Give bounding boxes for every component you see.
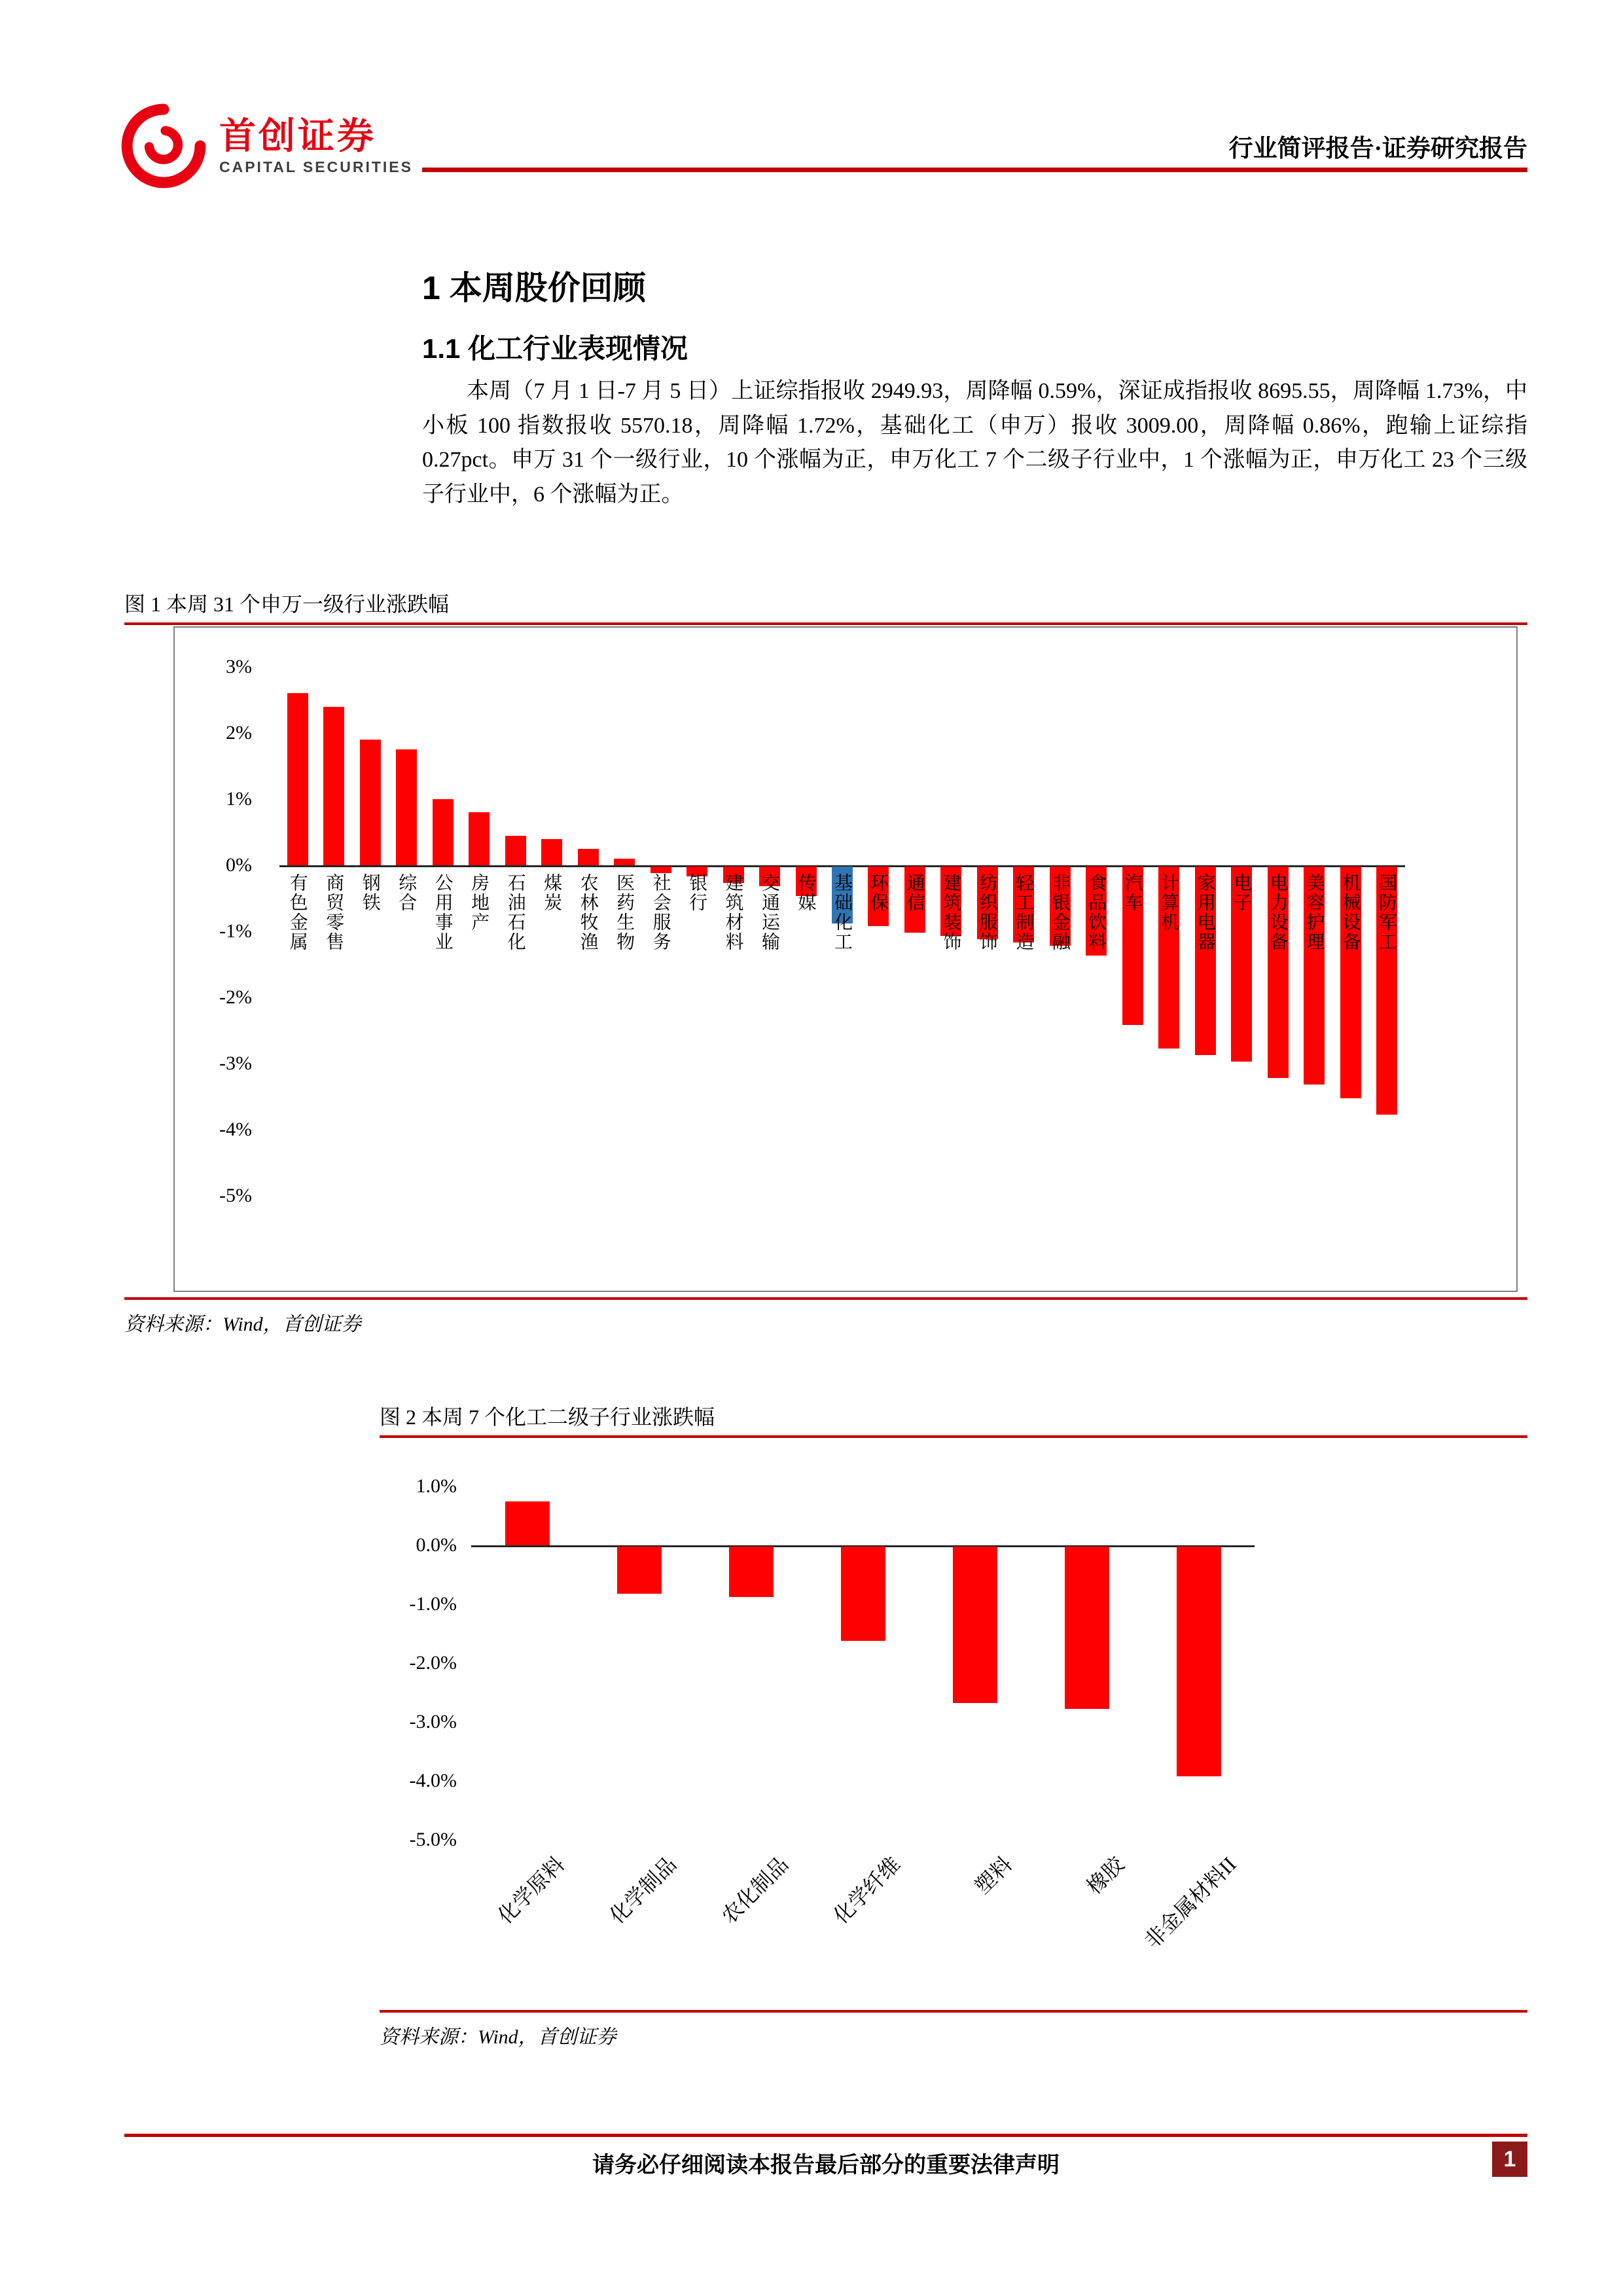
category-label: 非金属材料II xyxy=(1140,1852,1241,1953)
subsection-title: 1.1 化工行业表现情况 xyxy=(422,333,688,364)
logo-company-name-en: CAPITAL SECURITIES xyxy=(219,158,413,176)
bar-房地产 xyxy=(469,812,490,865)
category-label: 非银金融 xyxy=(1049,873,1070,952)
bar-农林牧渔 xyxy=(578,849,599,865)
bar-社会服务 xyxy=(651,867,671,873)
category-label: 国防军工 xyxy=(1376,873,1397,952)
bar-有色金属 xyxy=(287,693,308,865)
category-label: 有色金属 xyxy=(287,873,308,952)
chart-industry-weekly-change xyxy=(173,626,1518,1292)
category-label: 钢铁 xyxy=(359,873,380,912)
y-axis-tick-label: 0.0% xyxy=(416,1534,457,1556)
figure-1-source: 资料来源：Wind，首创证券 xyxy=(124,1314,361,1335)
figure-2-top-rule xyxy=(380,1435,1527,1438)
category-label: 农化制品 xyxy=(717,1852,793,1928)
bar-石油石化 xyxy=(505,836,526,865)
category-label: 交通运输 xyxy=(759,873,780,952)
y-axis-tick-label: -5.0% xyxy=(409,1829,457,1850)
figure-2-title: 图 2 本周 7 个化工二级子行业涨跌幅 xyxy=(380,1405,715,1429)
category-label: 纺织服饰 xyxy=(976,873,997,952)
category-label: 化学制品 xyxy=(605,1852,681,1928)
bar-综合 xyxy=(396,749,417,865)
category-label: 银行 xyxy=(687,873,707,912)
bar-煤炭 xyxy=(541,839,562,865)
category-label: 计算机 xyxy=(1158,873,1179,932)
bar-非金属材料II xyxy=(1177,1547,1221,1776)
y-axis-tick-label: -2% xyxy=(219,986,252,1008)
category-label: 汽车 xyxy=(1122,873,1143,912)
logo-swirl-icon xyxy=(121,103,206,188)
category-label: 橡胶 xyxy=(1082,1852,1129,1899)
category-label: 机械设备 xyxy=(1340,873,1361,952)
bar-农化制品 xyxy=(729,1547,774,1597)
category-label: 煤炭 xyxy=(541,873,562,912)
category-label: 社会服务 xyxy=(650,873,671,952)
logo-company-name: 首创证券 xyxy=(219,115,376,156)
category-label: 化学原料 xyxy=(493,1852,569,1928)
category-label: 房地产 xyxy=(469,873,490,932)
category-label: 美容护理 xyxy=(1304,873,1325,952)
y-axis-tick-label: -1.0% xyxy=(409,1593,457,1615)
y-axis-tick-label: 3% xyxy=(226,656,252,677)
category-label: 建筑材料 xyxy=(722,873,743,952)
y-axis-tick-label: 2% xyxy=(226,722,252,744)
category-label: 通信 xyxy=(904,873,925,912)
category-label: 农林牧渔 xyxy=(577,873,598,952)
y-axis-tick-label: -2.0% xyxy=(409,1652,457,1674)
page-number-badge: 1 xyxy=(1492,2142,1527,2177)
figure-2-bottom-rule xyxy=(380,2010,1527,2013)
company-logo xyxy=(121,103,413,188)
body-paragraph: 本周（7 月 1 日-7 月 5 日）上证综指报收 2949.93，周降幅 0.59%，深证成指报收 8695.55，周降幅 1.73%，中小板 100 指数报收 5570.18，周降幅 1.72%，基础化工（申万）报收 3009.00，周降幅 0.86%，跑输上证综指 0.27pct。申万 31 个一级行业，10 个涨幅为正，申万化工 7 个二级子行业中，1 个涨幅为正，申万化工 23 个三级子行业中，6 个涨幅为正。 xyxy=(422,379,1527,507)
bar-化学原料 xyxy=(505,1501,550,1546)
y-axis-tick-label: -4.0% xyxy=(409,1770,457,1791)
category-label: 石油石化 xyxy=(505,873,526,952)
category-label: 化学纤维 xyxy=(829,1852,905,1928)
category-label: 商贸零售 xyxy=(323,873,344,952)
section-title: 1 本周股价回顾 xyxy=(422,270,646,306)
bar-公用事业 xyxy=(433,799,454,865)
category-label: 公用事业 xyxy=(432,873,453,952)
chart-chem-subsector-weekly-change xyxy=(380,1451,1525,2005)
category-label: 家用电器 xyxy=(1194,873,1215,952)
figure-1-top-rule xyxy=(124,622,1527,625)
footer-disclaimer: 请务必仔细阅读本报告最后部分的重要法律声明 xyxy=(592,2153,1060,2178)
y-axis-tick-label: -3.0% xyxy=(409,1711,457,1732)
category-label: 轻工制造 xyxy=(1013,873,1034,952)
category-label: 塑料 xyxy=(971,1852,1017,1899)
bar-钢铁 xyxy=(360,740,381,865)
category-label: 传媒 xyxy=(795,873,816,912)
bar-化学纤维 xyxy=(841,1547,885,1641)
category-label: 综合 xyxy=(396,873,417,912)
figure-1-title: 图 1 本周 31 个申万一级行业涨跌幅 xyxy=(124,592,450,616)
category-label: 食品饮料 xyxy=(1086,873,1107,952)
y-axis-tick-label: 0% xyxy=(226,854,252,876)
bar-商贸零售 xyxy=(323,707,344,865)
bar-医药生物 xyxy=(614,859,635,865)
figure-2-source: 资料来源：Wind，首创证券 xyxy=(380,2026,616,2048)
y-axis-tick-label: -3% xyxy=(219,1052,252,1074)
figure-1 xyxy=(124,591,1527,1336)
header-divider xyxy=(422,168,1527,172)
y-axis-tick-label: -4% xyxy=(219,1119,252,1140)
figure-2 xyxy=(380,1404,1527,2049)
y-axis-tick-label: -1% xyxy=(219,920,252,942)
category-label: 电子 xyxy=(1231,873,1252,912)
y-axis-tick-label: 1% xyxy=(226,788,252,810)
figure-1-bottom-rule xyxy=(124,1297,1527,1300)
bar-化学制品 xyxy=(617,1547,662,1594)
category-label: 基础化工 xyxy=(832,873,852,952)
logo-text xyxy=(219,116,413,177)
bar-橡胶 xyxy=(1065,1547,1109,1709)
category-label: 环保 xyxy=(868,873,889,912)
category-label: 医药生物 xyxy=(614,873,635,952)
y-axis-tick-label: -5% xyxy=(219,1185,252,1206)
category-label: 电力设备 xyxy=(1267,873,1288,952)
footer-divider xyxy=(124,2134,1527,2137)
category-label: 建筑装饰 xyxy=(940,873,961,952)
y-axis-tick-label: 1.0% xyxy=(416,1475,457,1497)
bar-塑料 xyxy=(953,1547,997,1703)
report-type-label: 行业简评报告·证券研究报告 xyxy=(1228,135,1527,162)
